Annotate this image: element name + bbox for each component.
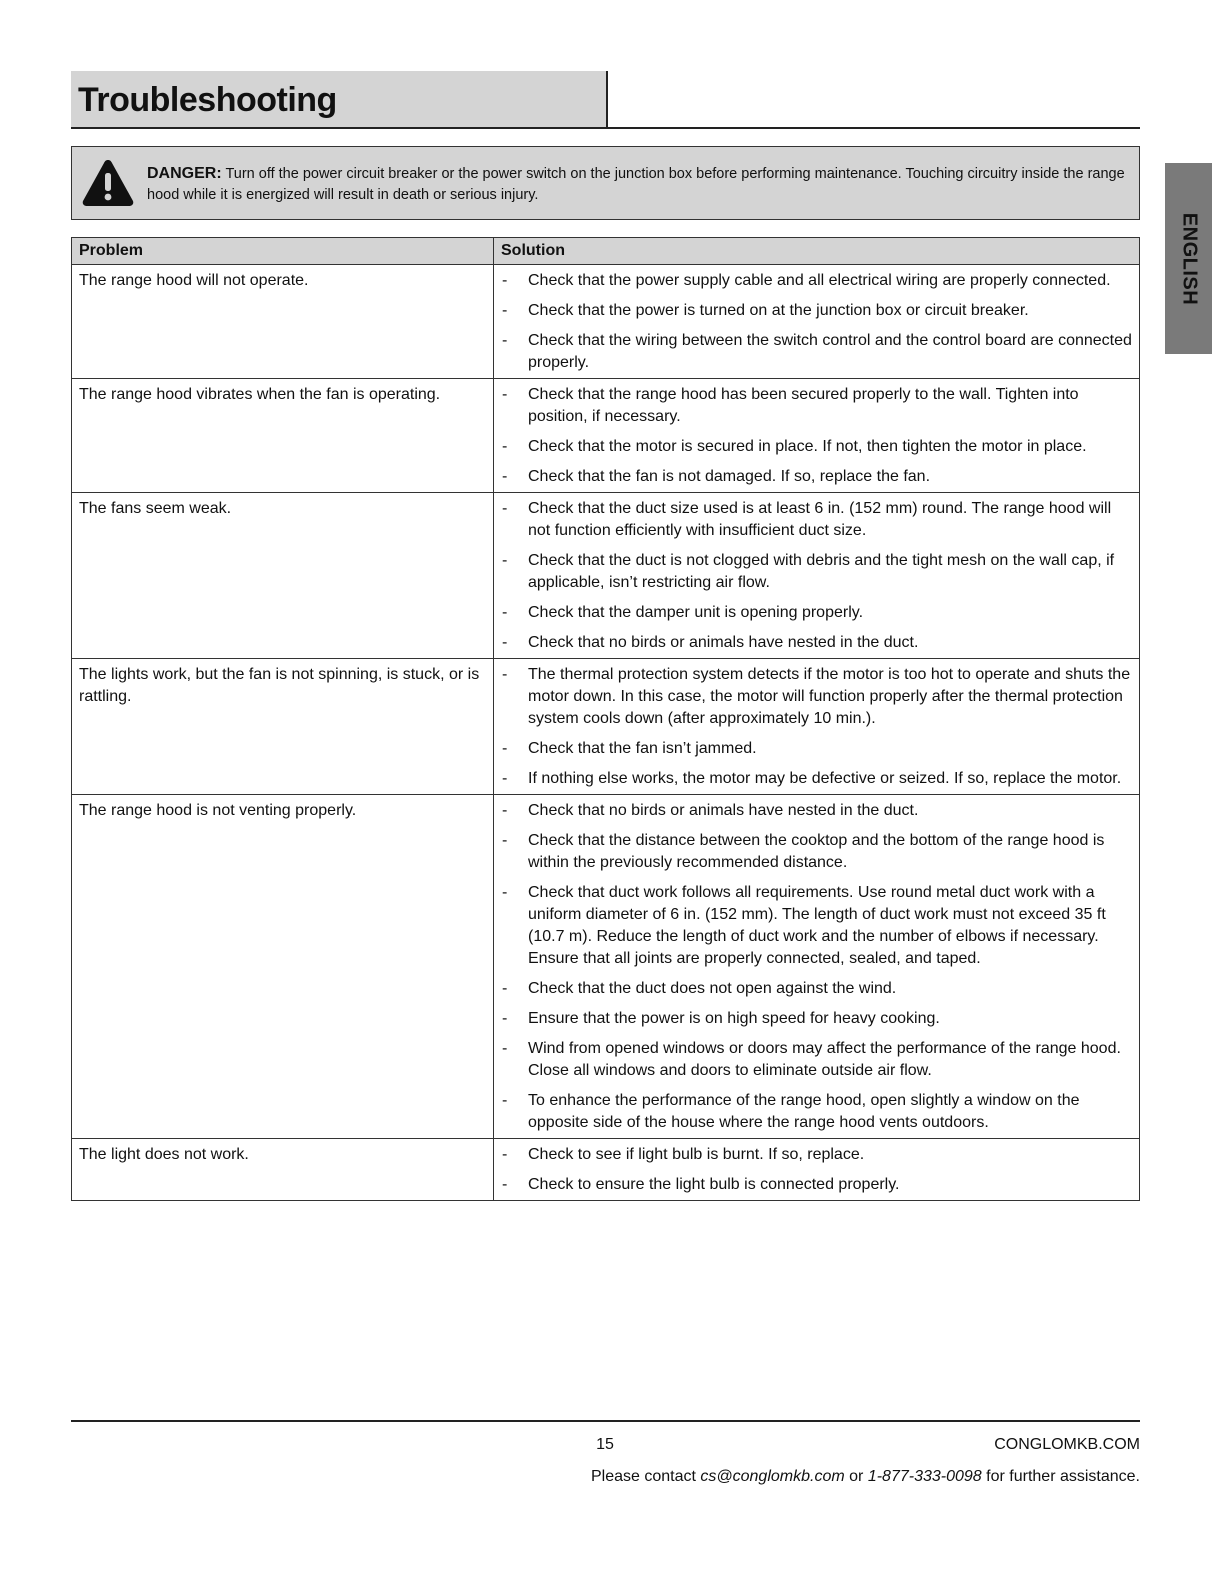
contact-phone-link[interactable]: 1-877-333-0098 (867, 1468, 982, 1485)
page-number: 15 (596, 1436, 614, 1453)
language-tab-label: ENGLISH (1178, 212, 1200, 305)
solution-item: - Check that the duct is not clogged with debris and the tight mesh on the wall cap, if applicable, isn’t restricting air flow. (501, 550, 1133, 594)
problem-cell: The fans seem weak. (72, 493, 494, 659)
solution-item: - Check to see if light bulb is burnt. If so, replace. (501, 1144, 1133, 1166)
solution-item: - If nothing else works, the motor may be defective or seized. If so, replace the motor. (501, 768, 1133, 790)
solution-list (501, 800, 1133, 1134)
solution-item: - Check that the wiring between the switch control and the control board are connected properly. (501, 330, 1133, 374)
solution-item: - Check that the damper unit is opening properly. (501, 602, 1133, 624)
solution-item: - Check that the power supply cable and all electrical wiring are properly connected. (501, 270, 1133, 292)
problem-cell: The range hood vibrates when the fan is operating. (72, 379, 494, 493)
problem-cell: The range hood will not operate. (72, 265, 494, 379)
contact-email-link[interactable]: cs@conglomkb.com (700, 1468, 845, 1485)
solution-item: - Check that no birds or animals have nested in the duct. (501, 632, 1133, 654)
solution-item: - Wind from opened windows or doors may affect the performance of the range hood. Close all windows and doors to eliminate outside air flow. (501, 1038, 1133, 1082)
solution-item: - Check that the distance between the cooktop and the bottom of the range hood is within the previously recommended distance. (501, 830, 1133, 874)
solution-item: - Check that the range hood has been secured properly to the wall. Tighten into position, if necessary. (501, 384, 1133, 428)
solution-item: - Check that the fan is not damaged. If so, replace the fan. (501, 466, 1133, 488)
language-tab (1165, 163, 1212, 354)
solution-item: - Check that the motor is secured in place. If not, then tighten the motor in place. (501, 436, 1133, 458)
title-background (71, 71, 608, 127)
solution-item: - To enhance the performance of the range hood, open slightly a window on the opposite side of the house where the range hood vents outdoors. (501, 1090, 1133, 1134)
page-title: Troubleshooting (78, 81, 337, 119)
solution-item: - Check to ensure the light bulb is connected properly. (501, 1174, 1133, 1196)
table-header-row (72, 238, 1140, 265)
solution-item: - Check that duct work follows all requirements. Use round metal duct work with a uniform diameter of 6 in. (152 mm). The length of duct work must not exceed 35 ft (10.7 m). Reduce the length of duct work and the number of elbows if necessary. Ensure that all joints are properly connected, sealed, and taped. (501, 882, 1133, 970)
solution-cell (494, 265, 1140, 379)
solution-cell (494, 659, 1140, 795)
solution-cell (494, 1139, 1140, 1201)
table-row (72, 1139, 1140, 1201)
solution-item: - Ensure that the power is on high speed for heavy cooking. (501, 1008, 1133, 1030)
solution-list (501, 498, 1133, 654)
problem-cell: The range hood is not venting properly. (72, 795, 494, 1139)
danger-text: Turn off the power circuit breaker or the power switch on the junction box before performing maintenance. Touching circuitry inside the range hood while it is energized will result in death or serious injury. (147, 166, 1125, 203)
table-row (72, 795, 1140, 1139)
contact-or: or (849, 1468, 864, 1485)
table-row (72, 265, 1140, 379)
footer-divider (71, 1420, 1140, 1422)
table-row (72, 659, 1140, 795)
solution-list (501, 664, 1133, 790)
problem-cell: The lights work, but the fan is not spinning, is stuck, or is rattling. (72, 659, 494, 795)
title-bar (71, 71, 1140, 129)
warning-triangle-icon (80, 157, 136, 209)
solution-column-header: Solution (494, 238, 1140, 265)
danger-message (147, 163, 1132, 206)
contact-line (591, 1468, 1140, 1486)
solution-item: - The thermal protection system detects if the motor is too hot to operate and shuts the motor down. In this case, the motor will function properly after the thermal protection system cools down (after approximately 10 min.). (501, 664, 1133, 730)
solution-list (501, 270, 1133, 374)
danger-label: DANGER: (147, 165, 222, 182)
solution-cell (494, 795, 1140, 1139)
site-name: CONGLOMKB.COM (994, 1436, 1140, 1453)
contact-suffix: for further assistance. (986, 1468, 1140, 1485)
solution-item: - Check that the power is turned on at the junction box or circuit breaker. (501, 300, 1133, 322)
table-row (72, 493, 1140, 659)
solution-list (501, 384, 1133, 488)
solution-list (501, 1144, 1133, 1196)
solution-item: - Check that the duct size used is at least 6 in. (152 mm) round. The range hood will not function efficiently with insufficient duct size. (501, 498, 1133, 542)
table-row (72, 379, 1140, 493)
solution-item: - Check that the duct does not open against the wind. (501, 978, 1133, 1000)
troubleshooting-table (71, 237, 1140, 1201)
solution-cell (494, 379, 1140, 493)
solution-cell (494, 493, 1140, 659)
problem-column-header: Problem (72, 238, 494, 265)
solution-item: - Check that the fan isn’t jammed. (501, 738, 1133, 760)
contact-prefix: Please contact (590, 1468, 696, 1485)
solution-item: - Check that no birds or animals have nested in the duct. (501, 800, 1133, 822)
danger-notice (71, 146, 1140, 220)
problem-cell: The light does not work. (72, 1139, 494, 1201)
